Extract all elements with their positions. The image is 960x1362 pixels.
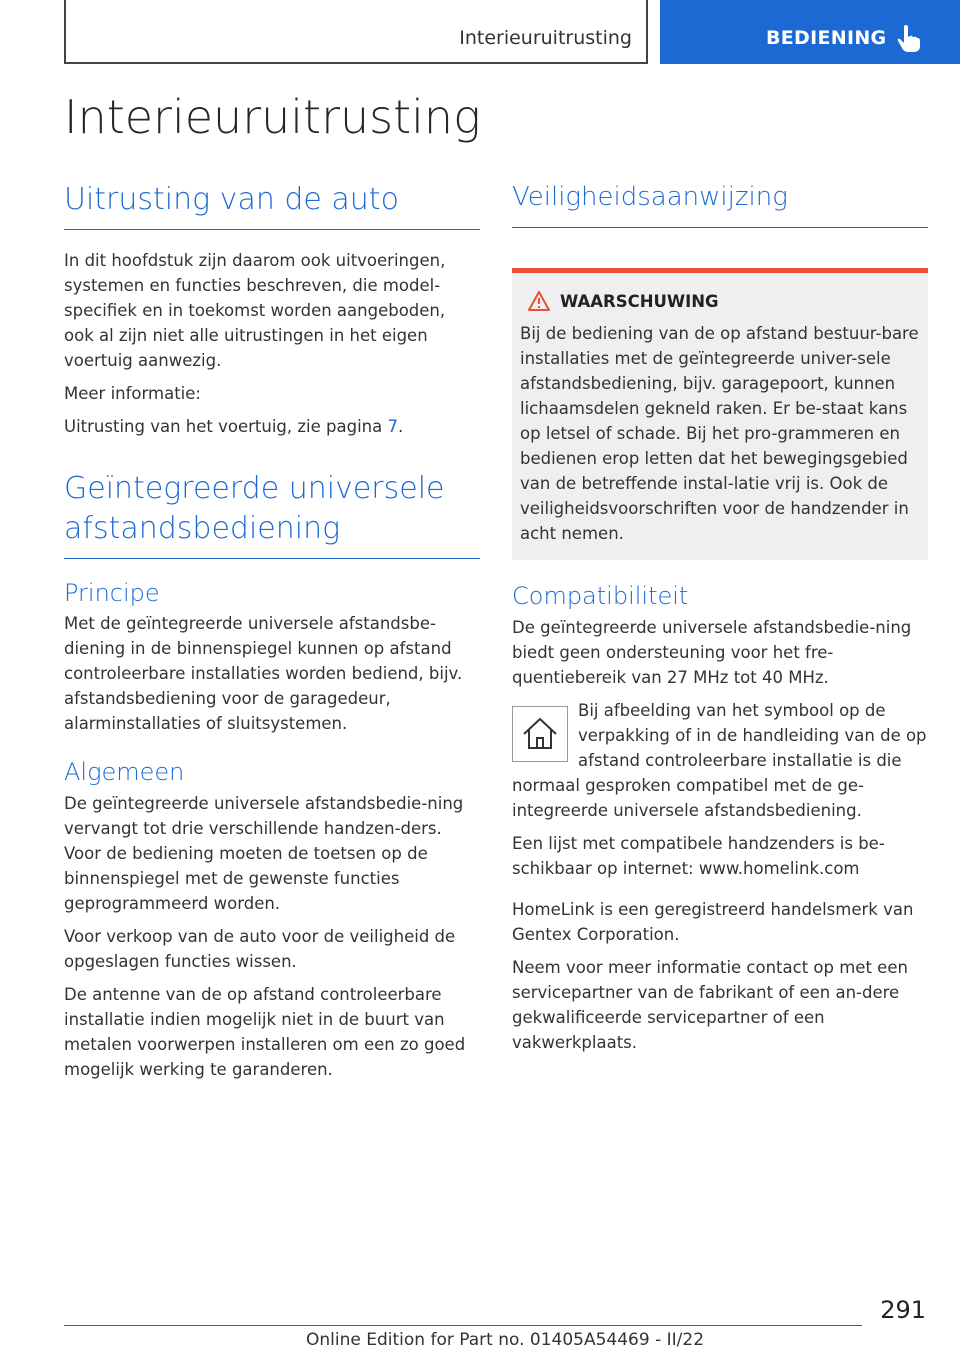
subsection-title-compatibiliteit: Compatibiliteit [512, 582, 689, 611]
warning-header [528, 291, 920, 311]
paragraph-with-link [64, 414, 480, 439]
page-link[interactable]: 7 [387, 416, 398, 436]
paragraph: Bij afbeelding van het symbool op de verpakking of in de handleiding van de op afstand controleerbare installatie is die normaal gesproken compatibel met de ge-integreerde universele afstandsbediening. [512, 700, 927, 820]
section-title-afstandsbediening: Geïntegreerde universele afstandsbediening [64, 469, 480, 559]
header-section-box [64, 0, 648, 64]
paragraph: HomeLink is een geregistreerd handelsmerk van Gentex Corporation. [512, 899, 914, 944]
left-column [64, 180, 480, 1090]
paragraph: De geïntegreerde universele afstandsbedie-ning biedt geen ondersteuning voor het fre-quentiebereik van 27 MHz tot 40 MHz. [512, 617, 912, 687]
warning-text: Bij de bediening van de op afstand bestuur-bare installaties met de geïntegreerde univer-sele afstandsbediening, bijv. garagepoort, kunnen lichaamsdelen gekneld raken. Er be-staat kans op letsel of schade. Bij het pro-grammeren en bedienen erop letten dat het bewegingsgebied van de betreffende instal-latie vrij is. Ook de veiligheidsvoorschriften voor de handzender in acht nemen. [520, 324, 919, 544]
subsection-title-algemeen: Algemeen [64, 758, 185, 787]
footer-edition-text: Online Edition for Part no. 01405A54469 - II/22 [306, 1330, 705, 1350]
header-chapter-label: BEDIENING [766, 27, 887, 49]
symbol-paragraph [512, 698, 928, 831]
page-number: 291 [880, 1296, 926, 1324]
paragraph: Een lijst met compatibele handzenders is be-schikbaar op internet: www.homelink.com [512, 833, 885, 878]
subsection-title-principe: Principe [64, 578, 160, 607]
warning-triangle-icon [528, 291, 550, 311]
link-suffix: . [397, 416, 404, 436]
warning-box [512, 273, 928, 560]
paragraph: Neem voor meer informatie contact op met een servicepartner van de fabrikant of een an-dere gekwalificeerde servicepartner of een vakwerkplaats. [512, 957, 908, 1052]
paragraph: De geïntegreerde universele afstandsbedie-ning vervangt tot drie verschillende handzen-ders. Voor de bediening moeten de toetsen op de binnenspiegel met de gewenste functies geprogrammeerd worden. [64, 794, 464, 914]
paragraph: De antenne van de op afstand controleerbare installatie indien mogelijk niet in de buurt van metalen voorwerpen installeren om een zo goed mogelijk werking te garanderen. [64, 985, 466, 1080]
section-title-uitrusting: Uitrusting van de auto [64, 180, 480, 230]
paragraph: In dit hoofdstuk zijn daarom ook uitvoeringen, systemen en functies beschreven, die model-specifiek en in toekomst worden aangeboden, ook al zijn niet alle uitrustingen in het eigen voertuig aanwezig. [64, 250, 446, 370]
paragraph: Voor verkoop van de auto voor de veiligheid de opgeslagen functies wissen. [64, 927, 456, 972]
paragraph: Meer informatie: [64, 383, 201, 403]
page-title: Interieuruitrusting [64, 90, 481, 144]
footer-divider [64, 1325, 862, 1326]
paragraph: Met de geïntegreerde universele afstandsbe-diening in de binnenspiegel kunnen op afstand controleerbare installaties worden bediend, bijv. afstandsbediening voor de garagedeur, alarminstallaties of sluitsystemen. [64, 614, 463, 734]
homelink-symbol [512, 706, 568, 762]
section-title-veiligheid: Veiligheidsaanwijzing [512, 180, 928, 228]
hand-pointer-icon [896, 24, 922, 54]
link-prefix: Uitrusting van het voertuig, zie pagina [64, 416, 388, 436]
right-column [512, 180, 928, 1063]
header-chapter-tab[interactable] [660, 0, 960, 64]
house-icon [518, 714, 562, 754]
warning-label: WAARSCHUWING [560, 291, 719, 311]
header-section-label: Interieuruitrusting [459, 27, 632, 49]
